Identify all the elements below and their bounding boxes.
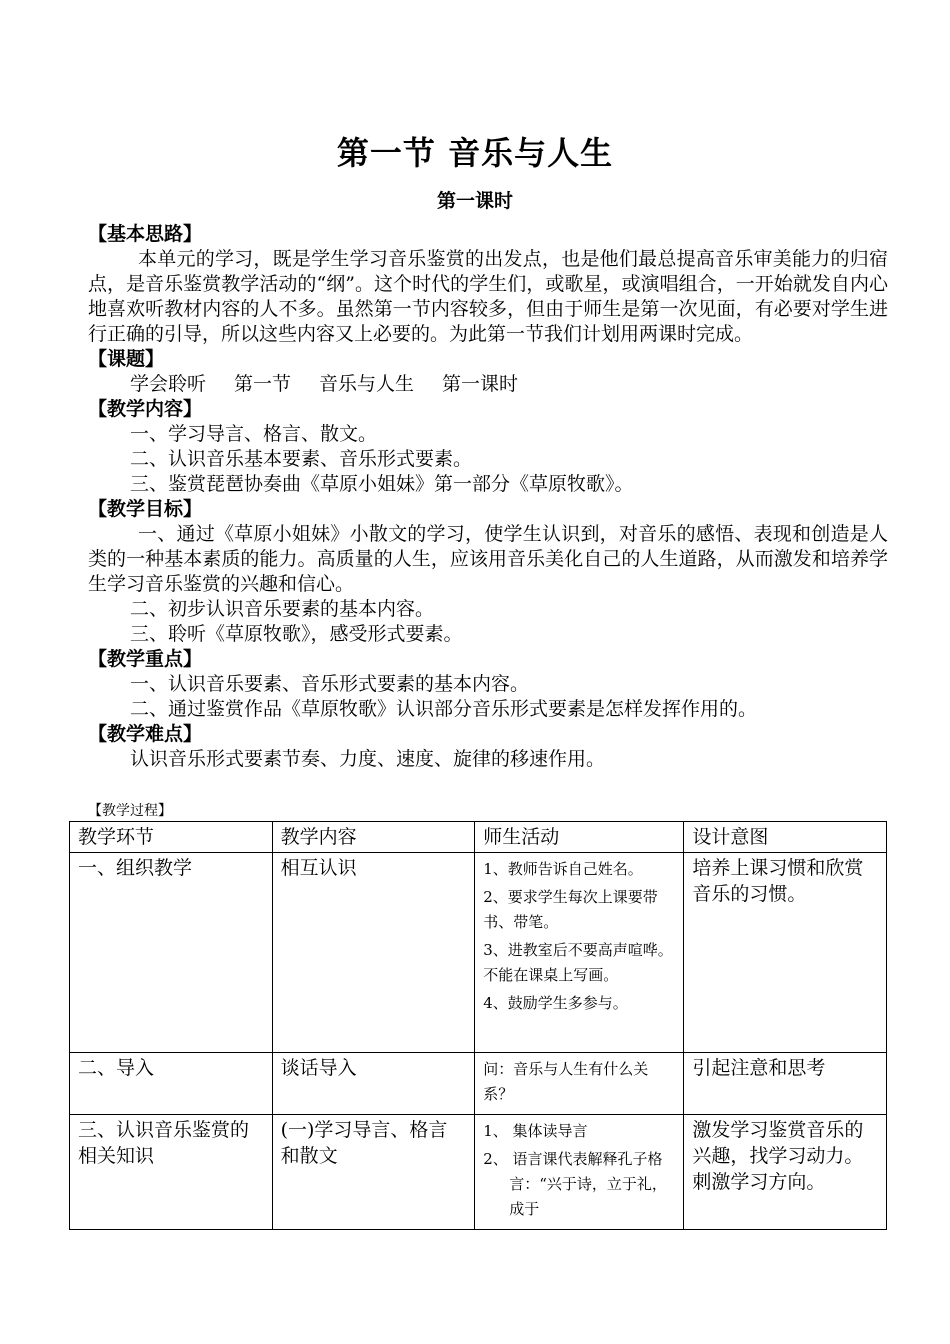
difficulty-text: 认识音乐形式要素节奏、力度、速度、旋律的移速作用。	[130, 748, 606, 770]
basic-idea-heading: 【基本思路】	[88, 223, 203, 245]
table-cell-activities	[475, 1115, 684, 1230]
content-item: 三、鉴赏琵琶协奏曲《草原小姐妹》第一部分《草原牧歌》。	[130, 473, 634, 495]
activity-item: 2、要求学生每次上课要带书、带笔。	[483, 888, 658, 931]
goals-heading: 【教学目标】	[88, 498, 203, 520]
goal-item: 一、通过《草原小姐妹》小散文的学习，使学生认识到，对音乐的感悟、表现和创造是人类的一种基本素质的能力。高质量的人生，应该用音乐美化自己的人生道路，从而激发和培养学生学习音乐鉴赏的兴趣和信心。	[88, 523, 888, 595]
table-header: 教学内容	[272, 822, 475, 853]
table-cell-intent: 激发学习鉴赏音乐的兴趣，找学习动力。刺激学习方向。	[684, 1115, 887, 1230]
table-cell-activities	[475, 1053, 684, 1115]
table-cell-activities	[475, 853, 684, 1053]
difficulty-heading: 【教学难点】	[88, 723, 203, 745]
table-header: 教学环节	[70, 822, 273, 853]
activity-item: 问：音乐与人生有什么关系？	[483, 1060, 649, 1103]
topic-line	[88, 372, 888, 397]
process-heading: 【教学过程】	[88, 803, 172, 819]
focus-heading: 【教学重点】	[88, 648, 203, 670]
table-row	[70, 1115, 887, 1230]
table-cell-stage: 三、认识音乐鉴赏的相关知识	[70, 1115, 273, 1230]
table-cell-content: 相互认识	[272, 853, 475, 1053]
document-body	[88, 222, 888, 772]
table-header: 设计意图	[684, 822, 887, 853]
basic-idea-text: 本单元的学习，既是学生学习音乐鉴赏的出发点，也是他们最总提高音乐审美能力的归宿点，是音乐鉴赏教学活动的“纲”。这个时代的学生们，或歌星，或演唱组合，一开始就发自内心地喜欢听教材内容的人不多。虽然第一节内容较多，但由于师生是第一次见面，有必要对学生进行正确的引导，所以这些内容又上必要的。为此第一节我们计划用两课时完成。	[88, 248, 888, 345]
goal-item: 二、初步认识音乐要素的基本内容。	[130, 598, 435, 620]
content-heading: 【教学内容】	[88, 398, 203, 420]
process-table	[69, 821, 887, 1230]
table-header: 师生活动	[475, 822, 684, 853]
topic-heading: 【课题】	[88, 348, 165, 370]
table-row	[70, 853, 887, 1053]
content-item: 一、学习导言、格言、散文。	[130, 423, 378, 445]
topic-part: 第一课时	[442, 373, 519, 395]
table-cell-content: (一)学习导言、格言和散文	[272, 1115, 475, 1230]
table-cell-stage: 一、组织教学	[70, 853, 273, 1053]
topic-part: 音乐与人生	[319, 373, 415, 395]
topic-part: 学会聆听	[130, 373, 207, 395]
table-row	[70, 1053, 887, 1115]
activity-item: 1、教师告诉自己姓名。	[483, 860, 643, 878]
activity-item: 3、进教室后不要高声喧哗。不能在课桌上写画。	[483, 941, 673, 984]
content-item: 二、认识音乐基本要素、音乐形式要素。	[130, 448, 473, 470]
focus-item: 二、通过鉴赏作品《草原牧歌》认识部分音乐形式要素是怎样发挥作用的。	[130, 698, 758, 720]
activity-item: 1、 集体读导言	[483, 1122, 588, 1140]
focus-item: 一、认识音乐要素、音乐形式要素的基本内容。	[130, 673, 530, 695]
page-title: 第一节 音乐与人生	[336, 134, 614, 172]
table-header-row	[70, 822, 887, 853]
table-cell-intent: 引起注意和思考	[684, 1053, 887, 1115]
page-subtitle: 第一课时	[436, 190, 513, 212]
table-cell-intent: 培养上课习惯和欣赏音乐的习惯。	[684, 853, 887, 1053]
topic-part: 第一节	[234, 373, 292, 395]
activity-item: 4、鼓励学生多参与。	[483, 994, 628, 1012]
activity-item: 2、 语言课代表解释孔子格言：“兴于诗，立于礼，成于	[483, 1150, 667, 1218]
table-cell-stage: 二、导入	[70, 1053, 273, 1115]
table-cell-content: 谈话导入	[272, 1053, 475, 1115]
goal-item: 三、聆听《草原牧歌》，感受形式要素。	[130, 623, 463, 645]
